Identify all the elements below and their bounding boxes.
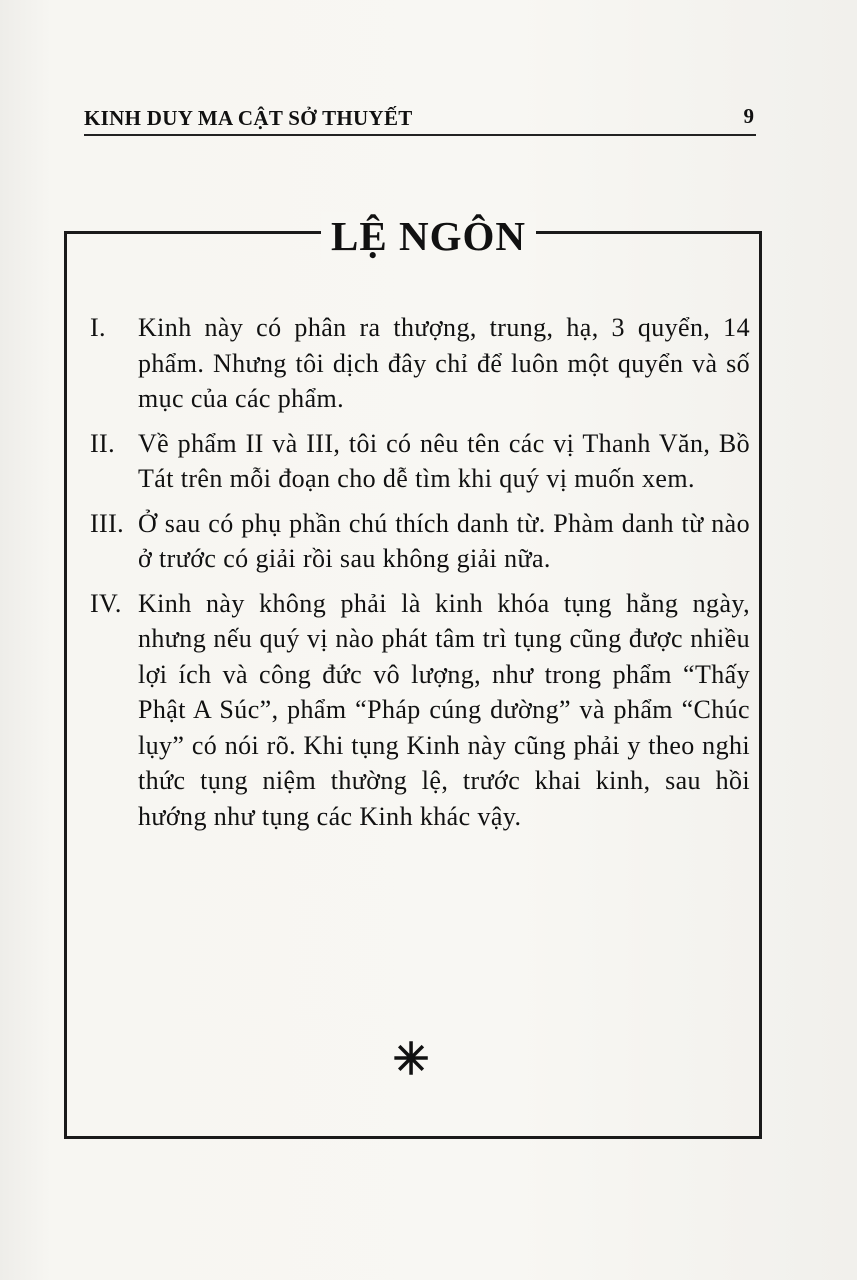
section-title: LỆ NGÔN xyxy=(321,212,536,260)
note-number: II. xyxy=(90,428,116,458)
running-header xyxy=(84,106,756,136)
note-number: I. xyxy=(90,313,106,342)
note-number: III. xyxy=(90,508,125,538)
note-item xyxy=(90,426,750,497)
note-item xyxy=(90,586,750,835)
running-title: KINH DUY MA CẬT SỞ THUYẾT xyxy=(84,106,413,130)
note-item xyxy=(90,506,750,577)
asterisk-ornament-icon: ✳ xyxy=(392,1035,430,1084)
notes-list xyxy=(90,310,750,843)
note-text: Về phẩm II và III, tôi có nêu tên các vị Thanh Văn, Bồ Tát trên mỗi đoạn cho dễ tìm khi quý vị muốn xem. xyxy=(138,428,750,493)
note-item xyxy=(90,310,750,417)
note-text: Kinh này không phải là kinh khóa tụng hằng ngày, nhưng nếu quý vị nào phát tâm trì tụng cũng được nhiều lợi ích và công đức vô lượng, như trong phẩm “Thấy Phật A Súc”, phẩm “Pháp cúng dường” và phẩm “Chúc lụy” có nói rõ. Khi tụng Kinh này cũng phải y theo nghi thức tụng niệm thường lệ, trước khai kinh, sau hồi hướng như tụng các Kinh khác vậy. xyxy=(138,588,750,831)
note-text: Ở sau có phụ phần chú thích danh từ. Phàm danh từ nào ở trước có giải rồi sau không giải nữa. xyxy=(138,508,750,573)
section-title-wrap xyxy=(0,212,857,260)
note-text: Kinh này có phân ra thượng, trung, hạ, 3 quyển, 14 phẩm. Nhưng tôi dịch đây chỉ để luôn một quyển và số mục của các phẩm. xyxy=(138,313,750,413)
note-number: IV. xyxy=(90,588,122,618)
page-number: 9 xyxy=(743,104,754,128)
